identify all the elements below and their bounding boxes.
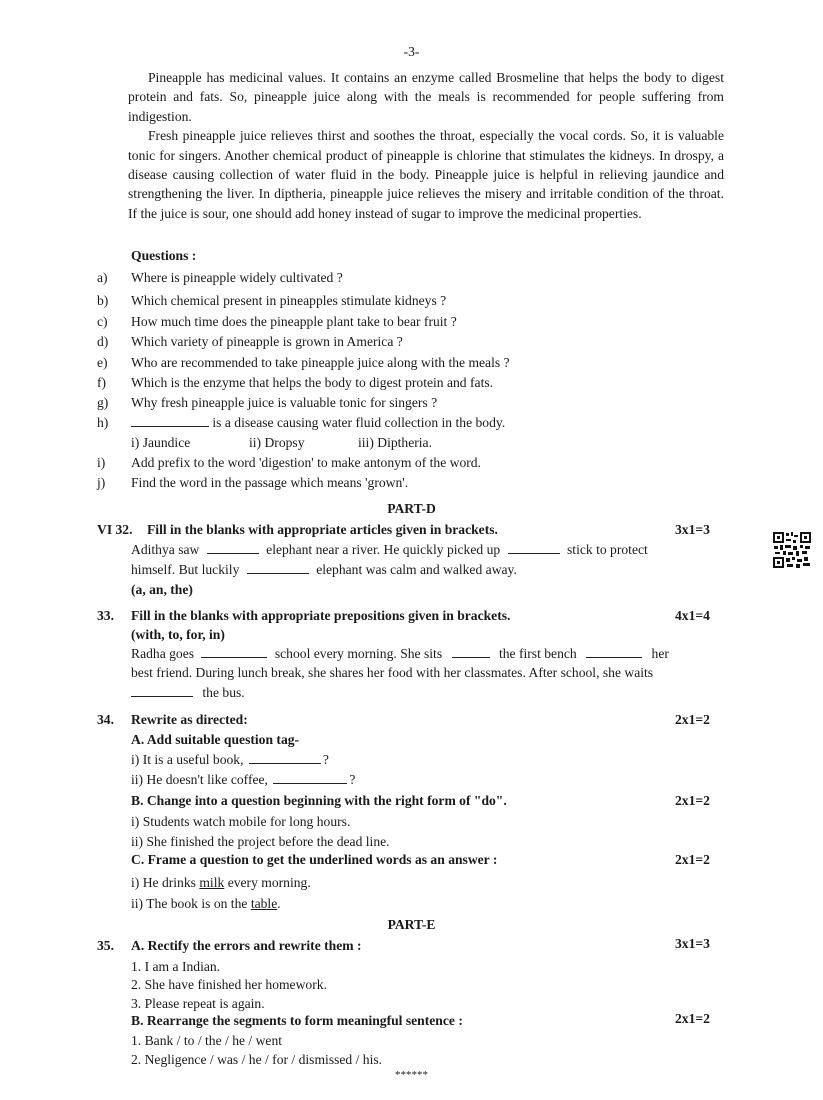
q33-line-1	[131, 646, 669, 662]
answer-blank	[131, 415, 209, 427]
q34-marks-c: 2x1=2	[675, 852, 710, 867]
q33-options: (with, to, for, in)	[131, 627, 225, 642]
q33-text: school every morning. She sits	[274, 646, 443, 661]
q33-text: Radha goes	[131, 646, 195, 661]
questions-heading: Questions :	[131, 248, 197, 263]
underlined-word: milk	[199, 875, 225, 890]
q35-a-item-1: 1. I am a Indian.	[131, 959, 221, 974]
q33-number: 33.	[97, 608, 114, 623]
q34-b-title: B. Change into a question beginning with the right form of "do".	[131, 793, 507, 808]
q34-c1	[131, 875, 311, 891]
question-e: Who are recommended to take pineapple juice along with the meals ?	[131, 355, 510, 370]
passage-paragraph-1: Pineapple has medicinal values. It contains an enzyme called Brosmeline that helps the body to digest protein and fats. So, pineapple juice along with the meals is recommended for people suffering from indigestion.	[128, 70, 724, 124]
question-label-b: b)	[97, 293, 109, 308]
question-h	[131, 415, 505, 431]
question-f: Which is the enzyme that helps the body to digest protein and fats.	[131, 375, 494, 390]
question-i: Add prefix to the word 'digestion' to make antonym of the word.	[131, 455, 481, 470]
h-option-3: iii) Diptheria.	[358, 435, 432, 450]
answer-blank	[247, 562, 309, 574]
q34-b2: ii) She finished the project before the dead line.	[131, 834, 390, 849]
question-label-j: j)	[97, 475, 106, 490]
q35-a-title: A. Rectify the errors and rewrite them :	[131, 938, 362, 953]
answer-blank	[508, 542, 560, 554]
h-option-2: ii) Dropsy	[249, 435, 305, 450]
q34-c2	[131, 896, 281, 912]
question-label-f: f)	[97, 375, 107, 390]
q32-title: Fill in the blanks with appropriate articles given in brackets.	[147, 522, 498, 537]
end-of-paper-mark: ******	[395, 1069, 428, 1081]
question-label-a: a)	[97, 270, 108, 285]
passage	[128, 68, 724, 223]
answer-blank	[273, 772, 347, 784]
answer-blank	[452, 646, 490, 658]
q33-text: the first bench	[498, 646, 577, 661]
q32-text: elephant near a river. He quickly picked up	[266, 542, 501, 557]
q33-text: the bus.	[202, 685, 245, 700]
q32-text: stick to protect	[567, 542, 648, 557]
underlined-word: table	[250, 896, 278, 911]
question-mark: ?	[349, 772, 356, 787]
question-j: Find the word in the passage which means 'grown'.	[131, 475, 409, 490]
question-label-i: i)	[97, 455, 106, 470]
q33-text: her	[651, 646, 669, 661]
q35-a-item-2: 2. She have finished her homework.	[131, 977, 327, 992]
question-label-h: h)	[97, 415, 109, 430]
question-a: Where is pineapple widely cultivated ?	[131, 270, 343, 285]
q35-a-item-3: 3. Please repeat is again.	[131, 996, 265, 1011]
q34-text: .	[277, 896, 281, 911]
q35-b-item-1: 1. Bank / to / the / he / went	[131, 1033, 283, 1048]
q32-options: (a, an, the)	[131, 582, 193, 597]
answer-blank	[249, 752, 321, 764]
q35-number: 35.	[97, 938, 114, 953]
q35-marks-a: 3x1=3	[675, 936, 710, 951]
q32-line-2	[131, 562, 517, 578]
q32-text: himself. But luckily	[131, 562, 240, 577]
passage-paragraph-2: Fresh pineapple juice relieves thirst and soothes the throat, especially the vocal cords. So, it is valuable tonic for singers. Another chemical product of pineapple is chlorine that stimulates the kidneys. In drospy, a disease causing collection of water fluid in the body. Pineapple juice is helpful in relieving jaundice and strengthening the liver. In diptheria, pineapple juice relieves the misery and irritable condition of the throat. If the juice is sour, one should add honey instead of sugar to improve the medicinal properties.	[128, 128, 724, 221]
q32-number: VI 32.	[97, 522, 133, 537]
q33-title: Fill in the blanks with appropriate prepositions given in brackets.	[131, 608, 511, 623]
q34-b1: i) Students watch mobile for long hours.	[131, 814, 351, 829]
q34-text: ii) The book is on the	[131, 896, 248, 911]
q34-text: i) It is a useful book,	[131, 752, 244, 767]
q34-title: Rewrite as directed:	[131, 712, 248, 727]
part-e-heading: PART-E	[387, 917, 436, 932]
q33-line-2: best friend. During lunch break, she shares her food with her classmates. After school, she waits	[131, 665, 654, 680]
q34-marks-b: 2x1=2	[675, 793, 710, 808]
q34-text: every morning.	[227, 875, 311, 890]
q32-marks: 3x1=3	[675, 522, 710, 537]
q34-a2	[131, 772, 355, 788]
q32-line-1	[131, 542, 648, 558]
q34-c-title: C. Frame a question to get the underlined words as an answer :	[131, 852, 498, 867]
question-label-g: g)	[97, 395, 109, 410]
answer-blank	[207, 542, 259, 554]
answer-blank	[131, 685, 193, 697]
q32-text: elephant was calm and walked away.	[316, 562, 517, 577]
q34-a1	[131, 752, 329, 768]
q35-b-item-2: 2. Negligence / was / he / for / dismissed / his.	[131, 1052, 383, 1067]
q35-b-title: B. Rearrange the segments to form meaningful sentence :	[131, 1013, 463, 1028]
q32-text: Adithya saw	[131, 542, 200, 557]
page-number: -3-	[403, 44, 420, 59]
h-option-1: i) Jaundice	[131, 435, 191, 450]
question-d: Which variety of pineapple is grown in America ?	[131, 334, 403, 349]
question-h-text: is a disease causing water fluid collection in the body.	[212, 415, 506, 430]
answer-blank	[201, 646, 267, 658]
part-d-heading: PART-D	[387, 501, 436, 516]
question-label-c: c)	[97, 314, 108, 329]
question-label-e: e)	[97, 355, 108, 370]
question-mark: ?	[322, 752, 329, 767]
q34-a-title: A. Add suitable question tag-	[131, 732, 300, 747]
question-c: How much time does the pineapple plant take to bear fruit ?	[131, 314, 457, 329]
q34-marks-a: 2x1=2	[675, 712, 710, 727]
answer-blank	[586, 646, 642, 658]
q33-line-3	[131, 685, 245, 701]
q34-number: 34.	[97, 712, 114, 727]
question-label-d: d)	[97, 334, 109, 349]
question-b: Which chemical present in pineapples stimulate kidneys ?	[131, 293, 447, 308]
q34-text: i) He drinks	[131, 875, 196, 890]
qr-code-icon	[772, 531, 812, 569]
q35-marks-b: 2x1=2	[675, 1011, 710, 1026]
question-g: Why fresh pineapple juice is valuable tonic for singers ?	[131, 395, 438, 410]
q33-marks: 4x1=4	[675, 608, 710, 623]
q34-text: ii) He doesn't like coffee,	[131, 772, 268, 787]
